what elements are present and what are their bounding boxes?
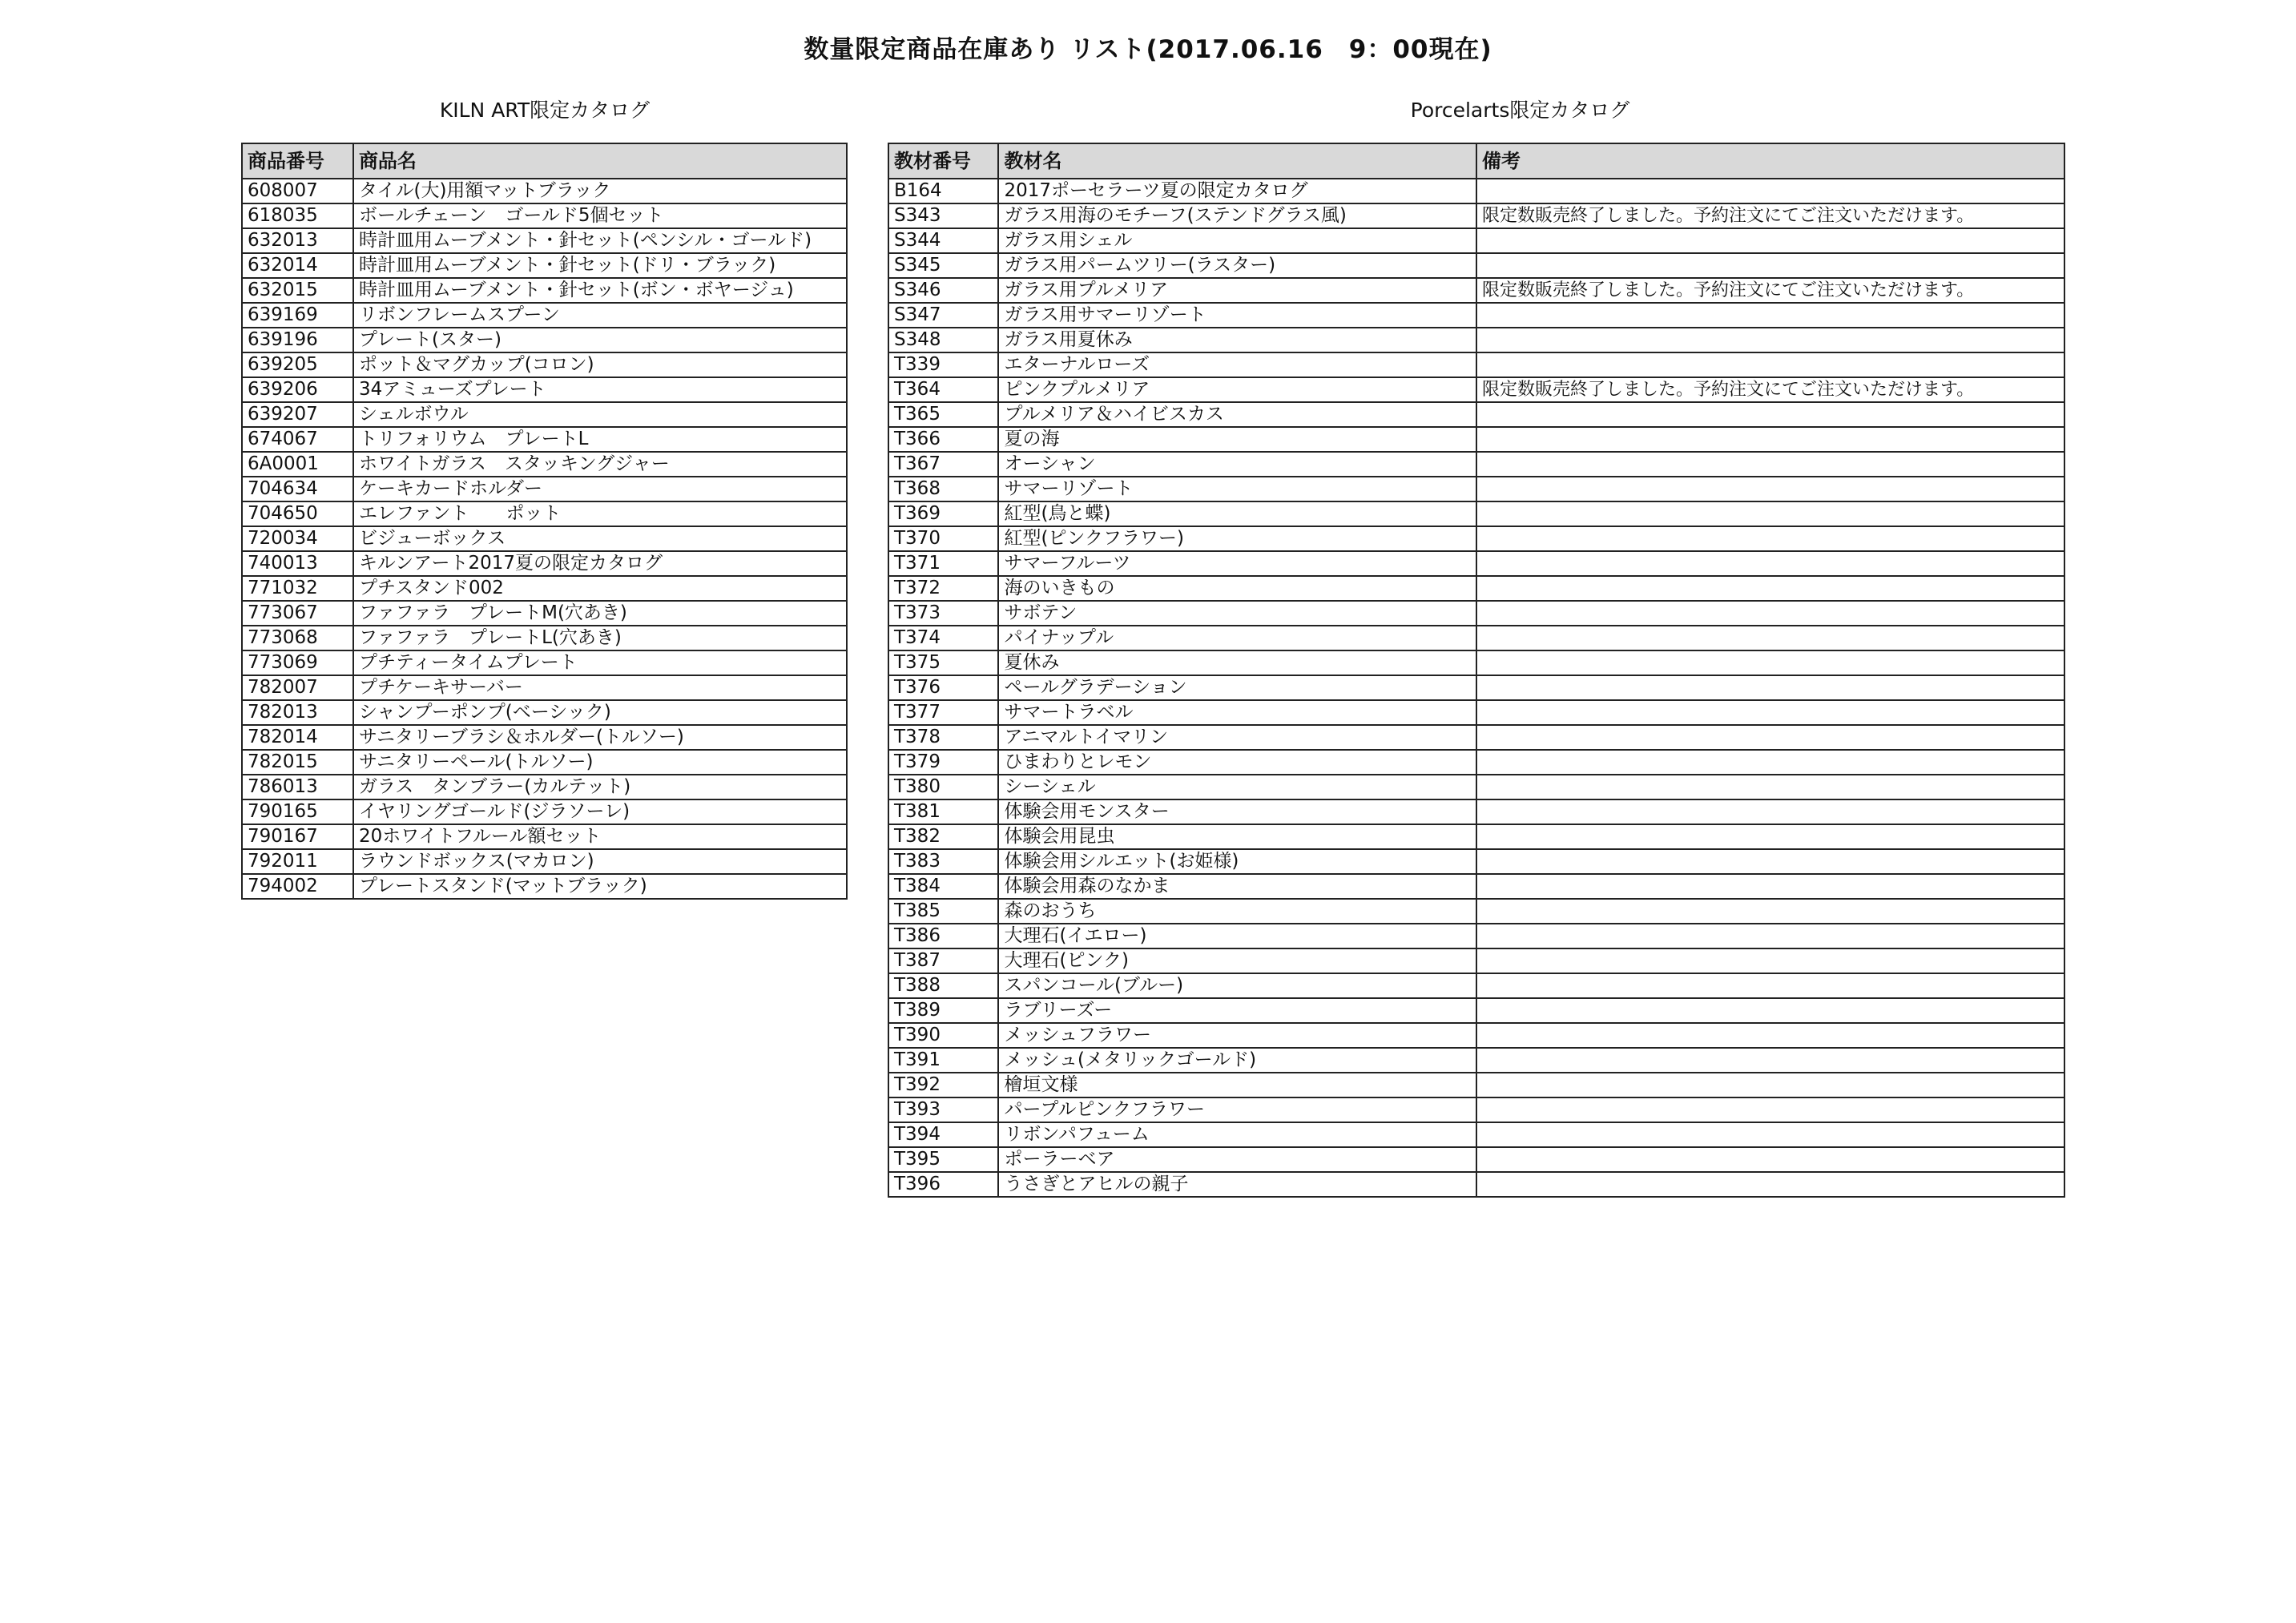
table-row [242,303,847,328]
table-row [242,675,847,700]
product-name-cell: 34アミューズプレート [353,377,847,402]
material-number-cell: T373 [888,601,998,626]
remarks-cell [1476,427,2064,452]
material-name-cell: 夏の海 [998,427,1476,452]
table-row [888,824,2064,849]
table-row [242,650,847,675]
product-number-cell: 782013 [242,700,353,725]
product-name-cell: ファファラ プレートL(穴あき) [353,626,847,650]
product-name-cell: リボンフレームスプーン [353,303,847,328]
material-name-cell: 紅型(ピンクフラワー) [998,526,1476,551]
product-name-cell: プレート(スター) [353,328,847,352]
product-number-cell: 632013 [242,228,353,253]
table-row [242,700,847,725]
remarks-cell [1476,874,2064,899]
remarks-cell [1476,973,2064,998]
remarks-cell [1476,477,2064,501]
material-number-cell: T384 [888,874,998,899]
remarks-cell [1476,799,2064,824]
material-number-cell: S348 [888,328,998,352]
page-title: 数量限定商品在庫あり リスト(2017.06.16 9：00現在) [804,35,1492,64]
table-row [888,477,2064,501]
material-number-cell: S346 [888,278,998,303]
table-row [242,601,847,626]
material-number-cell: T382 [888,824,998,849]
material-name-cell: リボンパフューム [998,1122,1476,1147]
product-name-cell: プチティータイムプレート [353,650,847,675]
table-row [888,750,2064,775]
remarks-cell [1476,501,2064,526]
product-name-cell: ファファラ プレートM(穴あき) [353,601,847,626]
table-row [888,1023,2064,1048]
product-number-cell: 632015 [242,278,353,303]
table-row [888,278,2064,303]
material-number-cell: T389 [888,998,998,1023]
material-number-cell: T366 [888,427,998,452]
remarks-cell: 限定数販売終了しました。予約注文にてご注文いただけます。 [1476,203,2064,228]
material-number-cell: T372 [888,576,998,601]
header-product-name: 商品名 [353,143,847,179]
product-number-cell: 782007 [242,675,353,700]
remarks-cell: 限定数販売終了しました。予約注文にてご注文いただけます。 [1476,377,2064,402]
remarks-cell [1476,551,2064,576]
table-row [242,278,847,303]
remarks-cell: 限定数販売終了しました。予約注文にてご注文いただけます。 [1476,278,2064,303]
product-name-cell: 20ホワイトフルール額セット [353,824,847,849]
remarks-cell [1476,1147,2064,1172]
table-row [888,973,2064,998]
table-row [888,799,2064,824]
table-row [888,1122,2064,1147]
product-number-cell: 773067 [242,601,353,626]
material-name-cell: サマーフルーツ [998,551,1476,576]
remarks-cell [1476,452,2064,477]
material-number-cell: T394 [888,1122,998,1147]
product-number-cell: 782015 [242,750,353,775]
table-row [888,377,2064,402]
material-name-cell: 体験会用シルエット(お姫様) [998,849,1476,874]
product-number-cell: 773068 [242,626,353,650]
table-row [242,874,847,899]
remarks-cell [1476,998,2064,1023]
remarks-cell [1476,1172,2064,1197]
table-row [888,601,2064,626]
material-number-cell: T339 [888,352,998,377]
table-row [888,303,2064,328]
product-name-cell: 時計皿用ムーブメント・針セット(ペンシル・ゴールド) [353,228,847,253]
product-number-cell: 632014 [242,253,353,278]
material-name-cell: 体験会用モンスター [998,799,1476,824]
kiln-art-table [241,143,848,900]
table-row [888,203,2064,228]
material-number-cell: T375 [888,650,998,675]
product-name-cell: サニタリーブラシ＆ホルダー(トルソー) [353,725,847,750]
material-name-cell: 大理石(ピンク) [998,948,1476,973]
material-number-cell: S345 [888,253,998,278]
material-number-cell: T380 [888,775,998,799]
material-name-cell: 体験会用昆虫 [998,824,1476,849]
kiln-art-table-body [242,179,847,899]
product-name-cell: エレファント ポット [353,501,847,526]
product-name-cell: イヤリングゴールド(ジラソーレ) [353,799,847,824]
table-row [888,874,2064,899]
material-name-cell: ポーラーベア [998,1147,1476,1172]
table-row [888,253,2064,278]
table-row [242,427,847,452]
material-number-cell: T391 [888,1048,998,1073]
table-row [242,824,847,849]
remarks-cell [1476,700,2064,725]
table-row [242,501,847,526]
product-name-cell: タイル(大)用額マットブラック [353,179,847,203]
table-row [242,228,847,253]
material-name-cell: サマートラベル [998,700,1476,725]
material-name-cell: ガラス用海のモチーフ(ステンドグラス風) [998,203,1476,228]
table-row [888,725,2064,750]
product-name-cell: ラウンドボックス(マカロン) [353,849,847,874]
table-row [242,253,847,278]
table-row [888,849,2064,874]
remarks-cell [1476,1023,2064,1048]
header-product-number: 商品番号 [242,143,353,179]
material-name-cell: ガラス用夏休み [998,328,1476,352]
header-material-name: 教材名 [998,143,1476,179]
table-row [888,700,2064,725]
product-name-cell: ボールチェーン ゴールド5個セット [353,203,847,228]
remarks-cell [1476,675,2064,700]
table-row [888,775,2064,799]
material-number-cell: T368 [888,477,998,501]
product-number-cell: 704634 [242,477,353,501]
table-row [242,477,847,501]
product-number-cell: 6A0001 [242,452,353,477]
remarks-cell [1476,179,2064,203]
table-row [888,1172,2064,1197]
product-number-cell: 608007 [242,179,353,203]
table-row [888,402,2064,427]
material-number-cell: T387 [888,948,998,973]
table-row [888,1147,2064,1172]
product-name-cell: シェルボウル [353,402,847,427]
material-number-cell: T385 [888,899,998,924]
material-number-cell: T378 [888,725,998,750]
product-name-cell: プレートスタンド(マットブラック) [353,874,847,899]
material-number-cell: T393 [888,1097,998,1122]
table-row [888,948,2064,973]
table-row [242,750,847,775]
material-number-cell: T396 [888,1172,998,1197]
table-header-row [888,143,2064,179]
table-row [242,775,847,799]
table-row [888,526,2064,551]
table-row [242,377,847,402]
remarks-cell [1476,899,2064,924]
remarks-cell [1476,1073,2064,1097]
product-name-cell: プチケーキサーバー [353,675,847,700]
material-name-cell: シーシェル [998,775,1476,799]
porcelarts-table-body [888,179,2064,1197]
table-row [888,352,2064,377]
table-row [888,626,2064,650]
table-row [888,899,2064,924]
material-name-cell: 体験会用森のなかま [998,874,1476,899]
table-row [242,452,847,477]
table-row [888,1048,2064,1073]
material-number-cell: T395 [888,1147,998,1172]
material-name-cell: サボテン [998,601,1476,626]
material-number-cell: T386 [888,924,998,948]
table-row [888,1073,2064,1097]
remarks-cell [1476,1048,2064,1073]
product-number-cell: 639169 [242,303,353,328]
material-number-cell: S347 [888,303,998,328]
table-row [242,203,847,228]
product-number-cell: 704650 [242,501,353,526]
remarks-cell [1476,402,2064,427]
remarks-cell [1476,650,2064,675]
material-name-cell: メッシュフラワー [998,1023,1476,1048]
table-row [242,725,847,750]
table-row [242,626,847,650]
material-number-cell: S344 [888,228,998,253]
material-number-cell: T383 [888,849,998,874]
remarks-cell [1476,725,2064,750]
table-row [888,501,2064,526]
product-number-cell: 773069 [242,650,353,675]
product-name-cell: ケーキカードホルダー [353,477,847,501]
remarks-cell [1476,352,2064,377]
material-name-cell: ガラス用サマーリゾート [998,303,1476,328]
material-name-cell: ガラス用パームツリー(ラスター) [998,253,1476,278]
table-row [242,179,847,203]
product-name-cell: ホワイトガラス スタッキングジャー [353,452,847,477]
table-header-row [242,143,847,179]
product-number-cell: 786013 [242,775,353,799]
remarks-cell [1476,775,2064,799]
material-name-cell: パープルピンクフラワー [998,1097,1476,1122]
remarks-cell [1476,328,2064,352]
material-name-cell: エターナルローズ [998,352,1476,377]
material-name-cell: 檜垣文様 [998,1073,1476,1097]
remarks-cell [1476,601,2064,626]
remarks-cell [1476,303,2064,328]
material-name-cell: プルメリア＆ハイビスカス [998,402,1476,427]
material-name-cell: ガラス用シェル [998,228,1476,253]
product-name-cell: ガラス タンブラー(カルテット) [353,775,847,799]
table-row [242,352,847,377]
remarks-cell [1476,948,2064,973]
material-name-cell: ガラス用プルメリア [998,278,1476,303]
material-name-cell: 海のいきもの [998,576,1476,601]
product-number-cell: 639206 [242,377,353,402]
material-name-cell: メッシュ(メタリックゴールド) [998,1048,1476,1073]
table-row [242,551,847,576]
product-name-cell: トリフォリウム プレートL [353,427,847,452]
table-row [888,650,2064,675]
remarks-cell [1476,576,2064,601]
product-name-cell: ビジューボックス [353,526,847,551]
product-number-cell: 720034 [242,526,353,551]
porcelarts-catalog-title: Porcelarts限定カタログ [1410,99,1630,122]
table-row [242,328,847,352]
material-number-cell: T381 [888,799,998,824]
product-number-cell: 674067 [242,427,353,452]
material-name-cell: 夏休み [998,650,1476,675]
product-name-cell: プチスタンド002 [353,576,847,601]
remarks-cell [1476,626,2064,650]
remarks-cell [1476,253,2064,278]
product-number-cell: 771032 [242,576,353,601]
material-name-cell: アニマルトイマリン [998,725,1476,750]
remarks-cell [1476,1122,2064,1147]
material-number-cell: T365 [888,402,998,427]
material-number-cell: S343 [888,203,998,228]
product-name-cell: 時計皿用ムーブメント・針セット(ボン・ボヤージュ) [353,278,847,303]
table-row [888,675,2064,700]
table-row [888,576,2064,601]
table-row [242,799,847,824]
table-row [888,179,2064,203]
table-row [242,849,847,874]
table-row [888,998,2064,1023]
material-name-cell: 2017ポーセラーツ夏の限定カタログ [998,179,1476,203]
material-number-cell: T364 [888,377,998,402]
material-number-cell: T369 [888,501,998,526]
product-number-cell: 740013 [242,551,353,576]
material-number-cell: T392 [888,1073,998,1097]
material-number-cell: T374 [888,626,998,650]
product-number-cell: 792011 [242,849,353,874]
material-name-cell: ピンクプルメリア [998,377,1476,402]
remarks-cell [1476,849,2064,874]
material-name-cell: ラブリーズー [998,998,1476,1023]
remarks-cell [1476,228,2064,253]
material-number-cell: T370 [888,526,998,551]
product-number-cell: 790167 [242,824,353,849]
material-number-cell: T388 [888,973,998,998]
product-number-cell: 639205 [242,352,353,377]
material-name-cell: ひまわりとレモン [998,750,1476,775]
remarks-cell [1476,924,2064,948]
table-row [888,452,2064,477]
table-row [888,924,2064,948]
table-row [242,576,847,601]
material-number-cell: B164 [888,179,998,203]
product-number-cell: 639196 [242,328,353,352]
material-number-cell: T376 [888,675,998,700]
product-name-cell: 時計皿用ムーブメント・針セット(ドリ・ブラック) [353,253,847,278]
material-name-cell: ペールグラデーション [998,675,1476,700]
table-row [888,228,2064,253]
product-name-cell: シャンプーポンプ(ベーシック) [353,700,847,725]
material-number-cell: T390 [888,1023,998,1048]
material-number-cell: T379 [888,750,998,775]
header-remarks: 備考 [1476,143,2064,179]
material-name-cell: スパンコール(ブルー) [998,973,1476,998]
material-name-cell: うさぎとアヒルの親子 [998,1172,1476,1197]
table-row [242,402,847,427]
material-number-cell: T367 [888,452,998,477]
table-row [888,551,2064,576]
remarks-cell [1476,526,2064,551]
material-name-cell: 森のおうち [998,899,1476,924]
material-number-cell: T371 [888,551,998,576]
porcelarts-table [888,143,2065,1198]
table-row [888,328,2064,352]
material-name-cell: パイナップル [998,626,1476,650]
remarks-cell [1476,1097,2064,1122]
product-number-cell: 790165 [242,799,353,824]
material-name-cell: 大理石(イエロー) [998,924,1476,948]
product-name-cell: ポット＆マグカップ(コロン) [353,352,847,377]
header-material-number: 教材番号 [888,143,998,179]
material-number-cell: T377 [888,700,998,725]
kiln-art-catalog-title: KILN ART限定カタログ [439,99,651,122]
product-number-cell: 782014 [242,725,353,750]
table-row [888,1097,2064,1122]
product-number-cell: 639207 [242,402,353,427]
material-name-cell: 紅型(鳥と蝶) [998,501,1476,526]
table-row [242,526,847,551]
remarks-cell [1476,824,2064,849]
product-number-cell: 794002 [242,874,353,899]
material-name-cell: オーシャン [998,452,1476,477]
remarks-cell [1476,750,2064,775]
material-name-cell: サマーリゾート [998,477,1476,501]
product-number-cell: 618035 [242,203,353,228]
product-name-cell: サニタリーペール(トルソー) [353,750,847,775]
product-name-cell: キルンアート2017夏の限定カタログ [353,551,847,576]
table-row [888,427,2064,452]
